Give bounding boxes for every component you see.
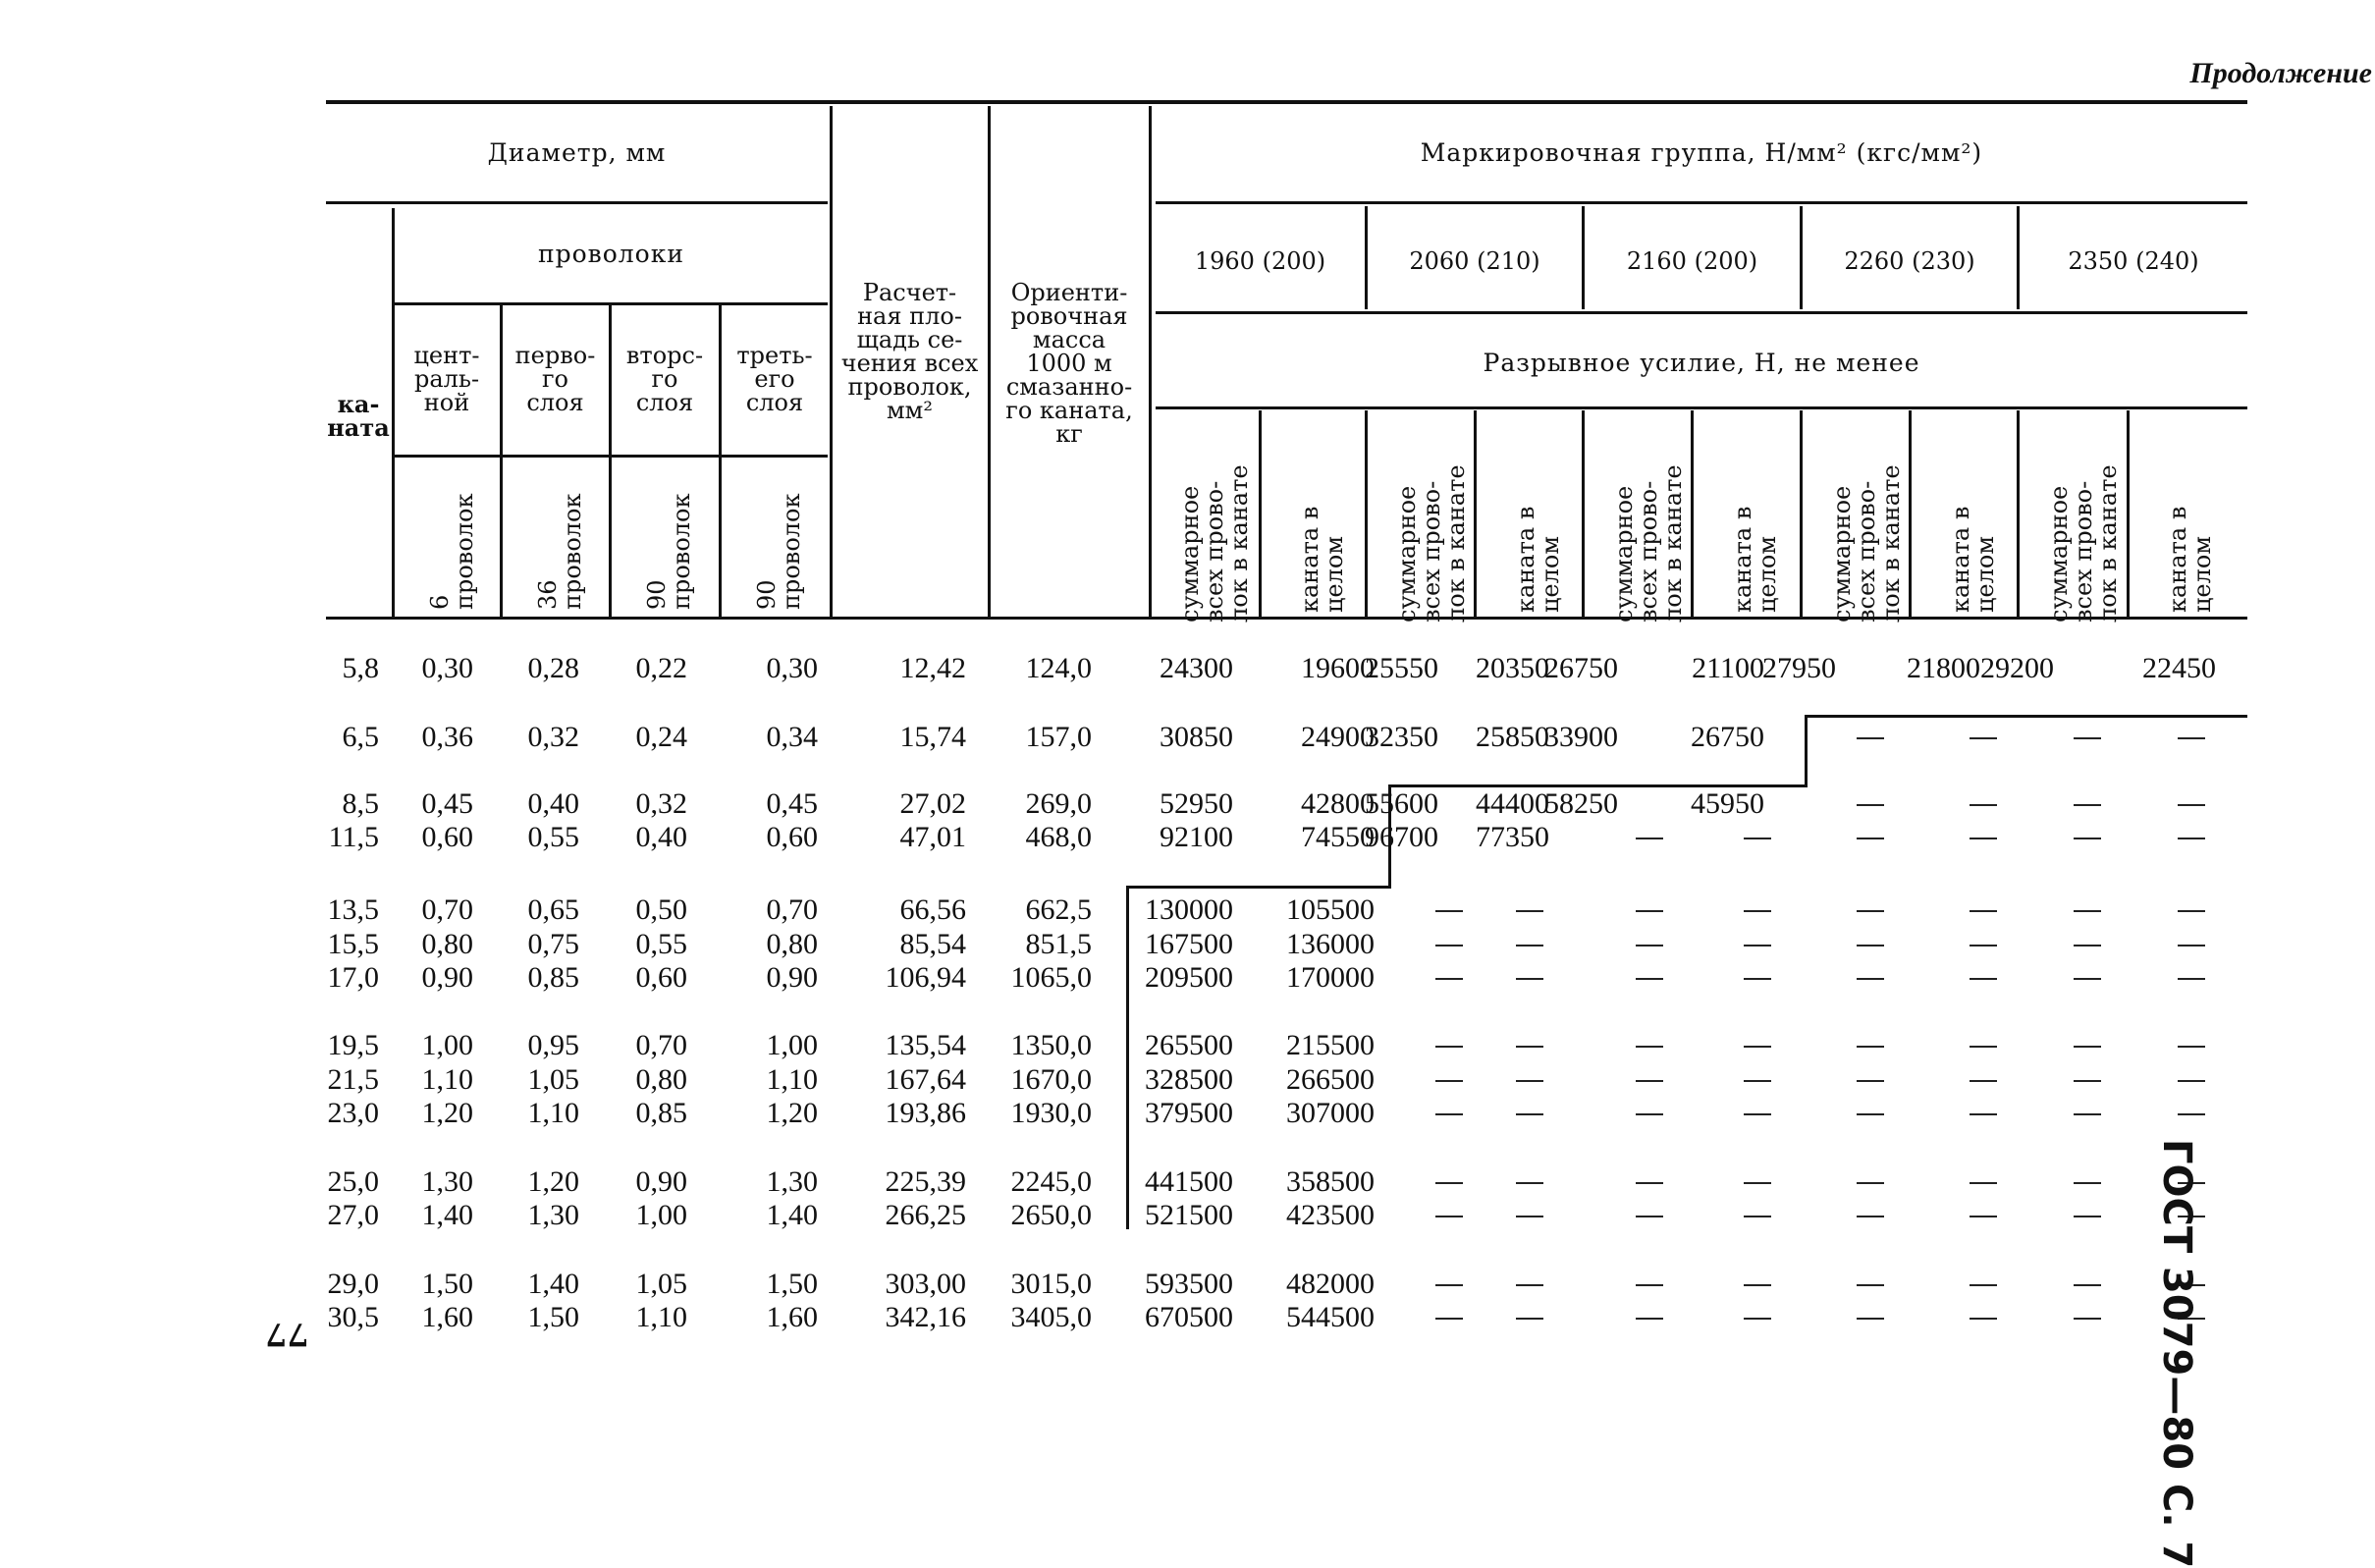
sum-wires-header: суммарное всех прово- лок в канате — [1176, 464, 1253, 622]
table-cell: 3405,0 — [1010, 1301, 1092, 1333]
empty-cell-dash — [1744, 1182, 1771, 1184]
table-cell: 0,34 — [766, 721, 818, 753]
empty-cell-dash — [1516, 1216, 1543, 1217]
table-cell: 328500 — [1145, 1063, 1233, 1096]
table-cell: 74550 — [1301, 821, 1375, 853]
table-cell: 26750 — [1544, 652, 1618, 684]
step-rule — [1129, 886, 1391, 889]
empty-cell-dash — [1435, 1080, 1463, 1082]
rope-diameter-cell: 8,5 — [342, 787, 379, 820]
table-cell: 24900 — [1301, 721, 1375, 753]
table-cell: 25850 — [1476, 721, 1549, 753]
first-layer-header: перво- го слоя — [514, 342, 596, 416]
sum-wires-header: суммарное всех прово- лок в канате — [1610, 464, 1687, 622]
rope-diameter-cell: 5,8 — [342, 652, 379, 684]
table-cell: 0,55 — [635, 928, 687, 960]
step-vrule — [1805, 715, 1808, 787]
empty-cell-dash — [1857, 1182, 1884, 1184]
empty-cell-dash — [1857, 804, 1884, 806]
empty-cell-dash — [1516, 1046, 1543, 1048]
step-rule — [1805, 715, 2247, 718]
table-cell: 544500 — [1286, 1301, 1375, 1333]
empty-cell-dash — [1516, 910, 1543, 912]
empty-cell-dash — [1970, 1182, 1997, 1184]
table-cell: 3015,0 — [1010, 1268, 1092, 1300]
table-cell: 12,42 — [899, 652, 966, 684]
table-cell: 358500 — [1286, 1165, 1375, 1198]
area-header: Расчет- ная пло- щадь се- чения всех проволок, мм² — [840, 279, 979, 424]
table-cell: 1,05 — [527, 1063, 579, 1096]
empty-cell-dash — [2178, 737, 2205, 739]
header-vrule — [2127, 410, 2130, 617]
rope-diameter-cell: 15,5 — [327, 928, 379, 960]
table-cell: 32350 — [1365, 721, 1438, 753]
empty-cell-dash — [1435, 910, 1463, 912]
table-cell: 1,20 — [766, 1097, 818, 1129]
table-cell: 0,55 — [527, 821, 579, 853]
table-cell: 1,30 — [766, 1165, 818, 1198]
marking-group-header: Маркировочная группа, Н/мм² (кгс/мм²) — [1420, 138, 1983, 167]
table-cell: 0,70 — [635, 1029, 687, 1061]
empty-cell-dash — [1970, 978, 1997, 980]
empty-cell-dash — [1970, 910, 1997, 912]
empty-cell-dash — [1857, 1284, 1884, 1286]
table-cell: 0,60 — [421, 821, 473, 853]
table-cell: 266500 — [1286, 1063, 1375, 1096]
table-cell: 58250 — [1544, 787, 1618, 820]
table-cell: 15,74 — [899, 721, 966, 753]
table-cell: 106,94 — [885, 961, 966, 994]
table-cell: 0,85 — [635, 1097, 687, 1129]
group-header: 2260 (230) — [1844, 247, 1975, 275]
empty-cell-dash — [2178, 838, 2205, 839]
empty-cell-dash — [1516, 945, 1543, 946]
table-cell: 265500 — [1145, 1029, 1233, 1061]
table-cell: 0,90 — [635, 1165, 687, 1198]
table-cell: 0,24 — [635, 721, 687, 753]
table-cell: 20350 — [1476, 652, 1549, 684]
table-cell: 1,60 — [421, 1301, 473, 1333]
header-vrule — [1691, 410, 1694, 617]
page-number: 77 — [265, 1316, 309, 1353]
table-cell: 662,5 — [1025, 893, 1092, 926]
table-cell: 0,90 — [766, 961, 818, 994]
table-cell: 0,40 — [527, 787, 579, 820]
group-header: 2350 (240) — [2068, 247, 2199, 275]
table-cell: 167500 — [1145, 928, 1233, 960]
empty-cell-dash — [1636, 1284, 1663, 1286]
table-cell: 27,02 — [899, 787, 966, 820]
table-cell: 307000 — [1286, 1097, 1375, 1129]
table-cell: 22450 — [2142, 652, 2216, 684]
table-cell: 29200 — [1980, 652, 2054, 684]
empty-cell-dash — [1435, 1318, 1463, 1320]
empty-cell-dash — [1857, 737, 1884, 739]
empty-cell-dash — [1636, 945, 1663, 946]
empty-cell-dash — [2074, 1046, 2101, 1048]
empty-cell-dash — [2074, 945, 2101, 946]
header-vrule — [1149, 106, 1152, 617]
table-cell: 1,05 — [635, 1268, 687, 1300]
empty-cell-dash — [1636, 1046, 1663, 1048]
empty-cell-dash — [2074, 1318, 2101, 1320]
mass-header: Ориенти- ровочная масса 1000 м смазанно- го каната, кг — [1005, 279, 1133, 448]
table-cell: 0,75 — [527, 928, 579, 960]
empty-cell-dash — [2178, 945, 2205, 946]
table-cell: 1,50 — [527, 1301, 579, 1333]
table-cell: 1,50 — [766, 1268, 818, 1300]
rope-diameter-cell: 30,5 — [327, 1301, 379, 1333]
table-cell: 19600 — [1301, 652, 1375, 684]
rope-diameter-cell: 25,0 — [327, 1165, 379, 1198]
empty-cell-dash — [1970, 1318, 1997, 1320]
whole-rope-header: каната в целом — [1512, 506, 1564, 613]
empty-cell-dash — [1636, 838, 1663, 839]
table-cell: 25550 — [1365, 652, 1438, 684]
empty-cell-dash — [1435, 945, 1463, 946]
table-cell: 1,40 — [766, 1199, 818, 1231]
continuation-label: Продолжение — [2189, 57, 2372, 89]
empty-cell-dash — [1970, 945, 1997, 946]
table-cell: 0,80 — [421, 928, 473, 960]
table-cell: 423500 — [1286, 1199, 1375, 1231]
empty-cell-dash — [2074, 737, 2101, 739]
table-cell: 92100 — [1160, 821, 1233, 853]
table-cell: 96700 — [1365, 821, 1438, 853]
rope-diameter-cell: 23,0 — [327, 1097, 379, 1129]
table-cell: 0,40 — [635, 821, 687, 853]
table-cell: 1,30 — [527, 1199, 579, 1231]
table-cell: 1,30 — [421, 1165, 473, 1198]
whole-rope-header: каната в целом — [1729, 506, 1781, 613]
empty-cell-dash — [1435, 1046, 1463, 1048]
empty-cell-dash — [1970, 1113, 1997, 1115]
group-header: 1960 (200) — [1194, 247, 1326, 275]
empty-cell-dash — [2178, 978, 2205, 980]
sum-wires-header: суммарное всех прово- лок в канате — [2045, 464, 2122, 622]
table-cell: 135,54 — [885, 1029, 966, 1061]
table-cell: 269,0 — [1025, 787, 1092, 820]
empty-cell-dash — [1744, 910, 1771, 912]
table-cell: 670500 — [1145, 1301, 1233, 1333]
empty-cell-dash — [1435, 1284, 1463, 1286]
table-cell: 42800 — [1301, 787, 1375, 820]
diameter-rule — [326, 201, 828, 204]
table-cell: 1,10 — [635, 1301, 687, 1333]
third-layer-header: треть- его слоя — [736, 342, 813, 416]
table-cell: 0,45 — [421, 787, 473, 820]
table-cell: 0,80 — [766, 928, 818, 960]
table-cell: 0,95 — [527, 1029, 579, 1061]
empty-cell-dash — [1744, 1216, 1771, 1217]
rope-diameter-cell: 17,0 — [327, 961, 379, 994]
table-cell: 0,70 — [766, 893, 818, 926]
empty-cell-dash — [1744, 945, 1771, 946]
table-cell: 1,00 — [635, 1199, 687, 1231]
table-cell: 1,50 — [421, 1268, 473, 1300]
table-cell: 1350,0 — [1010, 1029, 1092, 1061]
empty-cell-dash — [2178, 1080, 2205, 1082]
empty-cell-dash — [1636, 910, 1663, 912]
empty-cell-dash — [1516, 1318, 1543, 1320]
table-cell: 1,10 — [766, 1063, 818, 1096]
table-top-rule — [326, 100, 2247, 104]
table-cell: 0,70 — [421, 893, 473, 926]
table-cell: 2650,0 — [1010, 1199, 1092, 1231]
header-vrule — [1474, 410, 1477, 617]
table-cell: 0,30 — [421, 652, 473, 684]
empty-cell-dash — [1970, 737, 1997, 739]
empty-cell-dash — [1744, 1080, 1771, 1082]
table-cell: 0,32 — [527, 721, 579, 753]
empty-cell-dash — [1636, 1318, 1663, 1320]
empty-cell-dash — [1857, 838, 1884, 839]
table-cell: 1,00 — [421, 1029, 473, 1061]
table-cell: 27950 — [1762, 652, 1836, 684]
table-cell: 225,39 — [885, 1165, 966, 1198]
table-cell: 0,90 — [421, 961, 473, 994]
empty-cell-dash — [2074, 838, 2101, 839]
table-cell: 1,20 — [527, 1165, 579, 1198]
rope-diameter-cell: 27,0 — [327, 1199, 379, 1231]
table-cell: 0,28 — [527, 652, 579, 684]
empty-cell-dash — [1636, 1080, 1663, 1082]
empty-cell-dash — [1744, 1113, 1771, 1115]
table-cell: 521500 — [1145, 1199, 1233, 1231]
empty-cell-dash — [1857, 1216, 1884, 1217]
whole-rope-header: каната в целом — [2164, 506, 2216, 613]
count-36-header: 36 проволок — [534, 493, 586, 610]
table-cell: 468,0 — [1025, 821, 1092, 853]
table-cell: 0,36 — [421, 721, 473, 753]
empty-cell-dash — [2074, 1080, 2101, 1082]
empty-cell-dash — [1857, 945, 1884, 946]
header-vrule — [1909, 410, 1912, 617]
empty-cell-dash — [1970, 804, 1997, 806]
count-90-header: 90 проволок — [643, 493, 695, 610]
table-cell: 0,32 — [635, 787, 687, 820]
header-vrule — [1259, 410, 1262, 617]
table-cell: 851,5 — [1025, 928, 1092, 960]
table-cell: 21100 — [1692, 652, 1764, 684]
table-cell: 130000 — [1145, 893, 1233, 926]
table-cell: 0,60 — [766, 821, 818, 853]
empty-cell-dash — [2074, 1216, 2101, 1217]
wires-header: проволоки — [537, 240, 685, 268]
table-cell: 342,16 — [885, 1301, 966, 1333]
empty-cell-dash — [1516, 1113, 1543, 1115]
header-vrule — [2017, 410, 2020, 617]
table-cell: 441500 — [1145, 1165, 1233, 1198]
table-cell: 105500 — [1286, 893, 1375, 926]
table-cell: 1930,0 — [1010, 1097, 1092, 1129]
table-cell: 30850 — [1160, 721, 1233, 753]
table-cell: 1,60 — [766, 1301, 818, 1333]
table-cell: 1670,0 — [1010, 1063, 1092, 1096]
table-cell: 593500 — [1145, 1268, 1233, 1300]
empty-cell-dash — [2074, 910, 2101, 912]
table-cell: 0,80 — [635, 1063, 687, 1096]
empty-cell-dash — [1744, 1318, 1771, 1320]
empty-cell-dash — [1970, 1080, 1997, 1082]
gost-label: ГОСТ 3079—80 С. 7 — [2154, 1139, 2199, 1568]
header-bottom-rule — [326, 617, 2247, 620]
empty-cell-dash — [1636, 1113, 1663, 1115]
table-cell: 157,0 — [1025, 721, 1092, 753]
empty-cell-dash — [1970, 1216, 1997, 1217]
empty-cell-dash — [1744, 1284, 1771, 1286]
rope-diameter-cell: 13,5 — [327, 893, 379, 926]
empty-cell-dash — [1516, 1284, 1543, 1286]
empty-cell-dash — [1970, 838, 1997, 839]
table-cell: 167,64 — [885, 1063, 966, 1096]
empty-cell-dash — [2074, 978, 2101, 980]
force-rule — [1156, 406, 2247, 409]
table-cell: 124,0 — [1025, 652, 1092, 684]
empty-cell-dash — [1516, 1182, 1543, 1184]
empty-cell-dash — [2074, 804, 2101, 806]
table-cell: 1,40 — [527, 1268, 579, 1300]
header-vrule — [1365, 410, 1368, 617]
table-cell: 215500 — [1286, 1029, 1375, 1061]
table-cell: 1,40 — [421, 1199, 473, 1231]
table-cell: 1,20 — [421, 1097, 473, 1129]
table-cell: 379500 — [1145, 1097, 1233, 1129]
table-cell: 0,45 — [766, 787, 818, 820]
table-cell: 1,00 — [766, 1029, 818, 1061]
table-cell: 266,25 — [885, 1199, 966, 1231]
table-cell: 33900 — [1544, 721, 1618, 753]
table-cell: 303,00 — [885, 1268, 966, 1300]
empty-cell-dash — [1435, 1113, 1463, 1115]
empty-cell-dash — [1636, 978, 1663, 980]
second-layer-header: вторс- го слоя — [625, 342, 704, 416]
count-6-header: 6 проволок — [426, 493, 478, 610]
table-cell: 66,56 — [899, 893, 966, 926]
rope-diameter-cell: 19,5 — [327, 1029, 379, 1061]
table-cell: 24300 — [1160, 652, 1233, 684]
group-header: 2060 (210) — [1409, 247, 1540, 275]
empty-cell-dash — [1744, 978, 1771, 980]
empty-cell-dash — [1744, 1046, 1771, 1048]
empty-cell-dash — [2074, 1113, 2101, 1115]
table-cell: 85,54 — [899, 928, 966, 960]
empty-cell-dash — [2178, 910, 2205, 912]
table-cell: 170000 — [1286, 961, 1375, 994]
empty-cell-dash — [1970, 1284, 1997, 1286]
empty-cell-dash — [1516, 1080, 1543, 1082]
empty-cell-dash — [1435, 978, 1463, 980]
whole-rope-header: каната в целом — [1296, 506, 1348, 613]
group-header: 2160 (200) — [1626, 247, 1758, 275]
sum-wires-header: суммарное всех прово- лок в канате — [1828, 464, 1905, 622]
empty-cell-dash — [1744, 838, 1771, 839]
empty-cell-dash — [1516, 978, 1543, 980]
empty-cell-dash — [2074, 1284, 2101, 1286]
rope-header: ка- ната — [327, 390, 390, 442]
marking-rule — [1156, 201, 2247, 204]
breaking-force-header: Разрывное усилие, Н, не менее — [1483, 349, 1920, 377]
empty-cell-dash — [2178, 804, 2205, 806]
table-cell: 2245,0 — [1010, 1165, 1092, 1198]
table-cell: 136000 — [1286, 928, 1375, 960]
table-cell: 482000 — [1286, 1268, 1375, 1300]
empty-cell-dash — [1857, 1080, 1884, 1082]
header-vrule — [1800, 410, 1803, 617]
empty-cell-dash — [2178, 1046, 2205, 1048]
rope-diameter-cell: 11,5 — [328, 821, 379, 853]
empty-cell-dash — [2074, 1182, 2101, 1184]
diameter-header: Диаметр, мм — [487, 138, 667, 167]
rope-diameter-cell: 29,0 — [327, 1268, 379, 1300]
table-cell: 45950 — [1691, 787, 1764, 820]
table-cell: 209500 — [1145, 961, 1233, 994]
empty-cell-dash — [1857, 910, 1884, 912]
table-cell: 52950 — [1160, 787, 1233, 820]
rope-diameter-cell: 6,5 — [342, 721, 379, 753]
table-cell: 0,50 — [635, 893, 687, 926]
sum-wires-header: суммарное всех прово- лок в канате — [1393, 464, 1470, 622]
empty-cell-dash — [1435, 1182, 1463, 1184]
table-cell: 44400 — [1476, 787, 1549, 820]
empty-cell-dash — [1857, 1318, 1884, 1320]
empty-cell-dash — [1857, 1113, 1884, 1115]
empty-cell-dash — [1857, 1046, 1884, 1048]
table-cell: 0,30 — [766, 652, 818, 684]
table-cell: 1,10 — [421, 1063, 473, 1096]
empty-cell-dash — [1636, 1216, 1663, 1217]
table-cell: 0,85 — [527, 961, 579, 994]
count-90b-header: 90 проволок — [753, 493, 805, 610]
table-cell: 77350 — [1476, 821, 1549, 853]
table-cell: 0,60 — [635, 961, 687, 994]
table-cell: 0,22 — [635, 652, 687, 684]
empty-cell-dash — [1970, 1046, 1997, 1048]
rope-diameter-cell: 21,5 — [327, 1063, 379, 1096]
table-cell: 193,86 — [885, 1097, 966, 1129]
central-header: цент- раль- ной — [413, 342, 480, 416]
whole-rope-header: каната в целом — [1947, 506, 1999, 613]
table-cell: 0,65 — [527, 893, 579, 926]
groups-rule — [1156, 311, 2247, 314]
table-cell: 21800 — [1907, 652, 1980, 684]
table-cell: 26750 — [1691, 721, 1764, 753]
header-vrule — [1582, 410, 1585, 617]
table-cell: 1,10 — [527, 1097, 579, 1129]
empty-cell-dash — [2178, 1113, 2205, 1115]
table-cell: 1065,0 — [1010, 961, 1092, 994]
table-cell: 47,01 — [899, 821, 966, 853]
empty-cell-dash — [1857, 978, 1884, 980]
table-cell: 55600 — [1365, 787, 1438, 820]
empty-cell-dash — [1636, 1182, 1663, 1184]
empty-cell-dash — [1435, 1216, 1463, 1217]
